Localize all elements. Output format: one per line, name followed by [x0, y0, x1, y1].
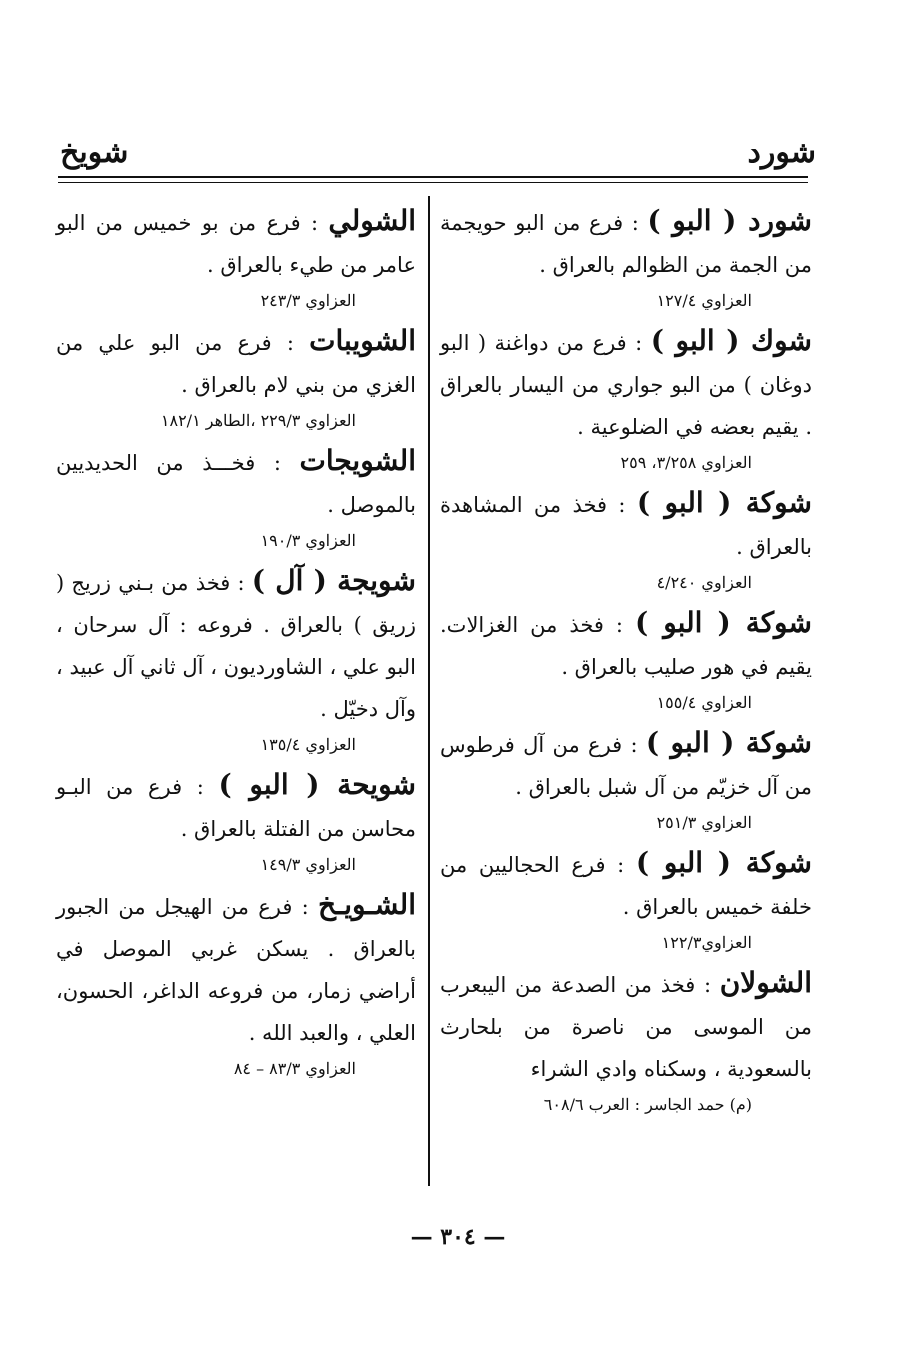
entry [440, 842, 812, 958]
entry [56, 764, 416, 880]
entry-source: العزاوي ١٣٥/٤ [260, 735, 356, 754]
entry [440, 200, 812, 316]
running-head-left: شويخ [60, 135, 129, 170]
running-head-right: شورد [747, 135, 816, 170]
entry [440, 962, 812, 1120]
entry-heading: الشـويـخ [317, 888, 416, 921]
entry-source: العزاوي ٢٢٩/٣ ،الطاهر ١٨٢/١ [160, 411, 356, 430]
entry-source: العزاوي ١٤٩/٣ [260, 855, 356, 874]
entry [440, 320, 812, 478]
entry-heading: شويجة ( آل ) [251, 564, 416, 597]
entry-source: العزاوي ٤/٢٤٠ [656, 573, 752, 592]
entry-text: : فرع من دواغنة ( البو دوغان ) من البو جواري من اليسار بالعراق . يقيم بعضه في الضلوعية . [440, 331, 812, 439]
entry-text: : فرع الحجاليين من خلفة خميس بالعراق . [440, 853, 812, 919]
entry-text: : فخذ من الغزالات. يقيم في هور صليب بالعراق . [440, 613, 812, 679]
entry-heading: شوكة ( البو ) [635, 846, 812, 879]
entry-text: : فرع من بو خميس من البو عامر من طيء بالعراق . [56, 211, 416, 277]
entry-source: العزاوي ٢٥١/٣ [656, 813, 752, 832]
left-column [56, 200, 416, 1088]
entry-source: العزاوي ١٢٧/٤ [656, 291, 752, 310]
entry-heading: الشولان [719, 966, 812, 999]
entry-source: (م) حمد الجاسر : العرب ٦٠٨/٦ [543, 1095, 752, 1114]
entry [56, 884, 416, 1084]
right-column [440, 200, 812, 1124]
entry-text: : فرع من الهيجل من الجبور بالعراق . يسكن غربي الموصل في أراضي زمار، من فروعه الداغر، الحسون، العلي ، والعبد الله . [56, 895, 416, 1045]
column-divider [428, 196, 430, 1186]
header-rule [58, 176, 808, 178]
entry-source: العزاوي ٨٣/٣ – ٨٤ [233, 1059, 356, 1078]
entry [440, 482, 812, 598]
entry-heading: شوكة ( البو ) [634, 606, 812, 639]
entry-source: العزاوي١٢٢/٣ [661, 933, 752, 952]
entry-text: : فخذ من المشاهدة بالعراق . [440, 493, 812, 559]
entry [56, 440, 416, 556]
entry-source: العزاوي ٢٤٣/٣ [260, 291, 356, 310]
header-rule-thin [58, 182, 808, 183]
entry [56, 320, 416, 436]
entry-heading: شوكة ( البو ) [636, 486, 812, 519]
entry-text: : فخذ من الصدعة من اليبعرب من الموسى من ناصرة من بلحارث بالسعودية ، وسكناه وادي الشراء [440, 973, 812, 1081]
entry-text: : فرع من البو علي من الغزي من بني لام بالعراق . [56, 331, 416, 397]
entry-text: : فخـــذ من الحديديين بالموصل . [56, 451, 416, 517]
entry-text: : فرع من آل فرطوس من آل خزيّم من آل شبل بالعراق . [440, 733, 812, 799]
entry [56, 560, 416, 760]
entry-text: : فرع من البو حويجمة من الجمة من الظوالم بالعراق . [440, 211, 812, 277]
entry-source: العزاوي ١٩٠/٣ [260, 531, 356, 550]
entry [440, 722, 812, 838]
entry-heading: شويحة ( البو ) [218, 768, 416, 801]
entry-text: : فرع من البـو محاسن من الفتلة بالعراق . [56, 775, 416, 841]
entry-source: العزاوي ١٥٥/٤ [656, 693, 752, 712]
entry-heading: الشويجات [299, 444, 416, 477]
entry-heading: شورد ( البو ) [647, 204, 812, 237]
entry-heading: الشويبات [309, 324, 416, 357]
entry [440, 602, 812, 718]
entry-source: العزاوي ٣/٢٥٨، ٢٥٩ [620, 453, 752, 472]
entry-text: : فخذ من بـني زريج ( زريق ) بالعراق . فروعه : آل سرحان ، البو علي ، الشاوردیون ، آل ثاني آل عبيد ، وآل دخيّل . [56, 571, 416, 721]
entry [56, 200, 416, 316]
entry-heading: الشولي [328, 204, 416, 237]
page-number: — ٣٠٤ — [410, 1224, 506, 1250]
entry-heading: شوك ( البو ) [650, 324, 812, 357]
entry-heading: شوكة ( البو ) [645, 726, 812, 759]
